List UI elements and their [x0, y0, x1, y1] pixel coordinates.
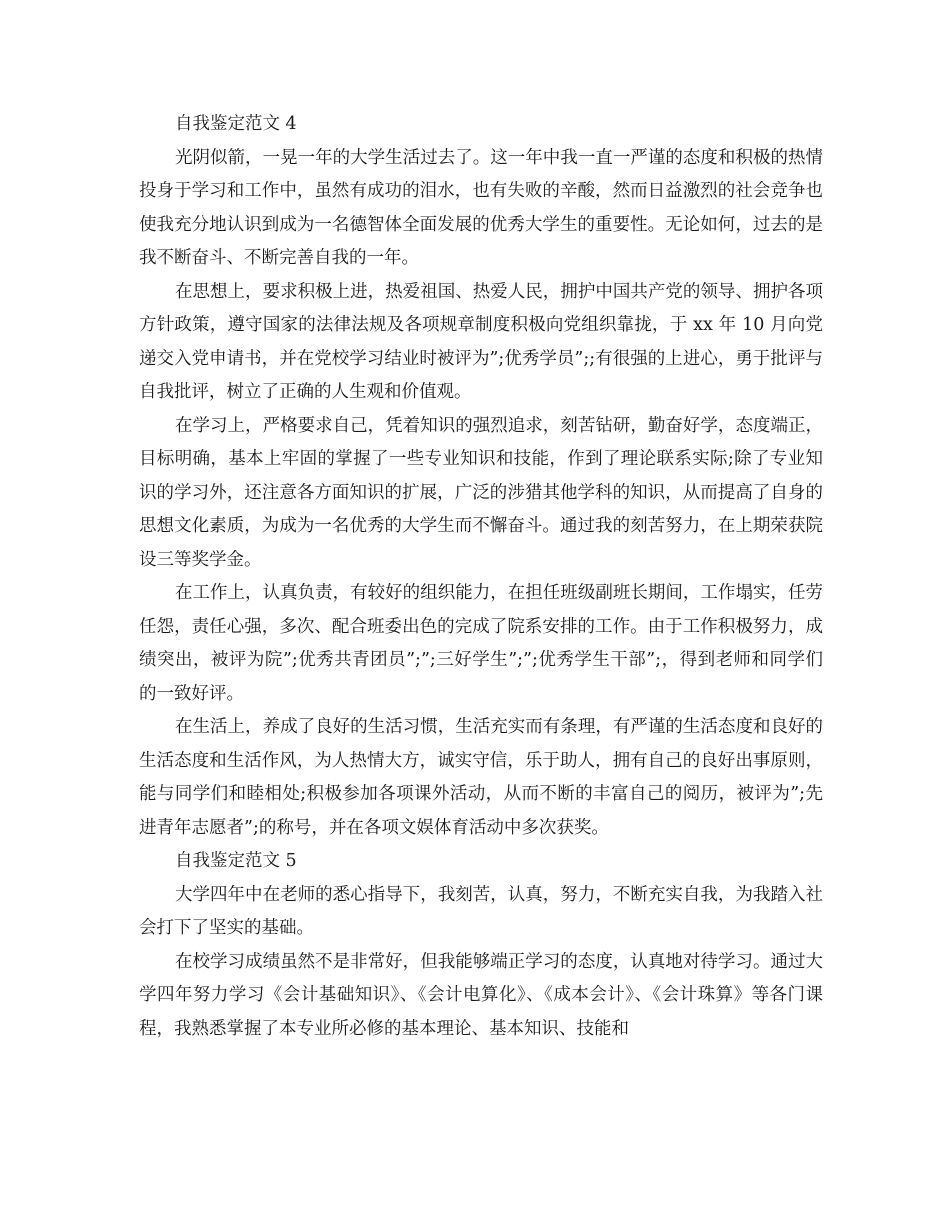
document-page: [139, 108, 823, 1046]
paragraph-life: 在生活上，养成了良好的生活习惯，生活充实而有条理，有严谨的生活态度和良好的生活态度和生活作风，为人热情大方，诚实守信，乐于助人，拥有自己的良好出事原则，能与同学们和睦相处;积极参加各项课外活动，从而不断的丰富自己的阅历，被评为”;先进青年志愿者”;的称号，并在各项文娱体育活动中多次获奖。: [139, 717, 823, 838]
paragraph-ideology: 在思想上，要求积极上进，热爱祖国、热爱人民，拥护中国共产党的领导、拥护各项方针政策，遵守国家的法律法规及各项规章制度积极向党组织靠拢，于 xx 年 10 月向党递交入党申请书，并在党校学习结业时被评为”;优秀学员”;;有很强的上进心，勇于批评与自我批评，树立了正确的人生观和价值观。: [139, 281, 823, 402]
paragraph-academics: 在校学习成绩虽然不是非常好，但我能够端正学习的态度，认真地对待学习。通过大学四年努力学习《会计基础知识》、《会计电算化》、《成本会计》、《会计珠算》等各门课程，我熟悉掌握了本专业所必修的基本理论、基本知识、技能和: [139, 951, 823, 1039]
heading-sample-4: 自我鉴定范文 4: [175, 114, 297, 134]
heading-sample-5: 自我鉴定范文 5: [175, 851, 297, 871]
paragraph-study: 在学习上，严格要求自己，凭着知识的强烈追求，刻苦钻研，勤奋好学，态度端正，目标明确，基本上牢固的掌握了一些专业知识和技能，作到了理论联系实际;除了专业知识的学习外，还注意各方面知识的扩展，广泛的涉猎其他学科的知识，从而提高了自身的思想文化素质，为成为一名优秀的大学生而不懈奋斗。通过我的刻苦努力，在上期荣获院设三等奖学金。: [139, 415, 823, 570]
paragraph-four-years: 大学四年中在老师的悉心指导下，我刻苦，认真，努力，不断充实自我，为我踏入社会打下了坚实的基础。: [139, 884, 823, 938]
paragraph-intro: 光阴似箭，一晃一年的大学生活过去了。这一年中我一直一严谨的态度和积极的热情投身于学习和工作中，虽然有成功的泪水，也有失败的辛酸，然而日益激烈的社会竞争也使我充分地认识到成为一名德智体全面发展的优秀大学生的重要性。无论如何，过去的是我不断奋斗、不断完善自我的一年。: [139, 147, 823, 268]
paragraph-work: 在工作上，认真负责，有较好的组织能力，在担任班级副班长期间，工作塌实，任劳任怨，责任心强，多次、配合班委出色的完成了院系安排的工作。由于工作积极努力，成绩突出，被评为院”;优秀共青团员”;”;三好学生”;”;优秀学生干部”;，得到老师和同学们的一致好评。: [139, 583, 823, 704]
